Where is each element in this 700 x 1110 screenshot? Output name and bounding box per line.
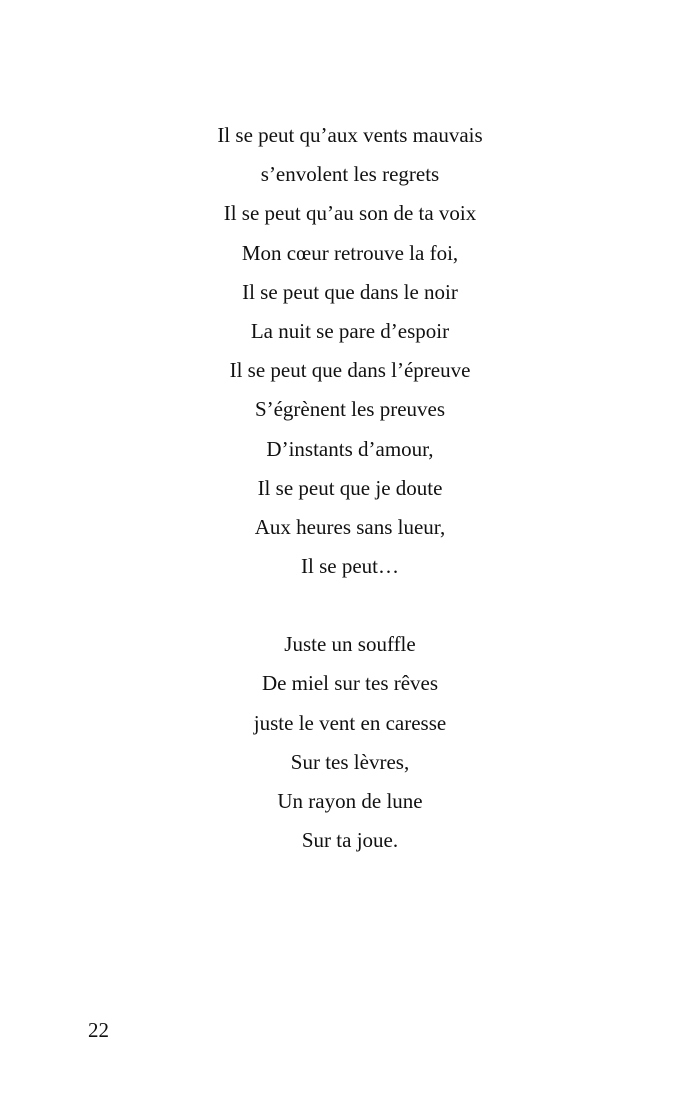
stanza-1 [0,116,700,586]
poem-line: D’instants d’amour, [266,436,434,461]
poem-line: Il se peut que je doute [257,475,443,500]
poem-line: De miel sur tes rêves [261,671,439,696]
poem-line: Il se peut… [301,554,399,579]
poem-line: Il se peut que dans le noir [242,279,458,304]
poem-line: La nuit se pare d’espoir [250,318,450,343]
poem-line: Aux heures sans lueur, [254,514,446,539]
page-number: 22 [88,1018,109,1042]
poem-line: juste le vent en caresse [253,710,447,735]
poem [0,116,700,860]
stanza-2 [0,625,700,860]
poem-line: Il se peut que dans l’épreuve [229,358,471,383]
poem-line: Mon cœur retrouve la foi, [241,240,459,265]
poem-line: Juste un souffle [284,632,416,657]
poem-line: Il se peut qu’aux vents mauvais [217,123,483,147]
poem-line: S’égrènent les preuves [254,397,446,422]
poem-line: Sur tes lèvres, [290,749,410,774]
poem-line: Un rayon de lune [277,789,423,813]
poem-line: Il se peut qu’au son de ta voix [223,201,477,226]
poem-line: Sur ta joue. [301,828,399,853]
poem-line: s’envolent les regrets [260,162,440,187]
